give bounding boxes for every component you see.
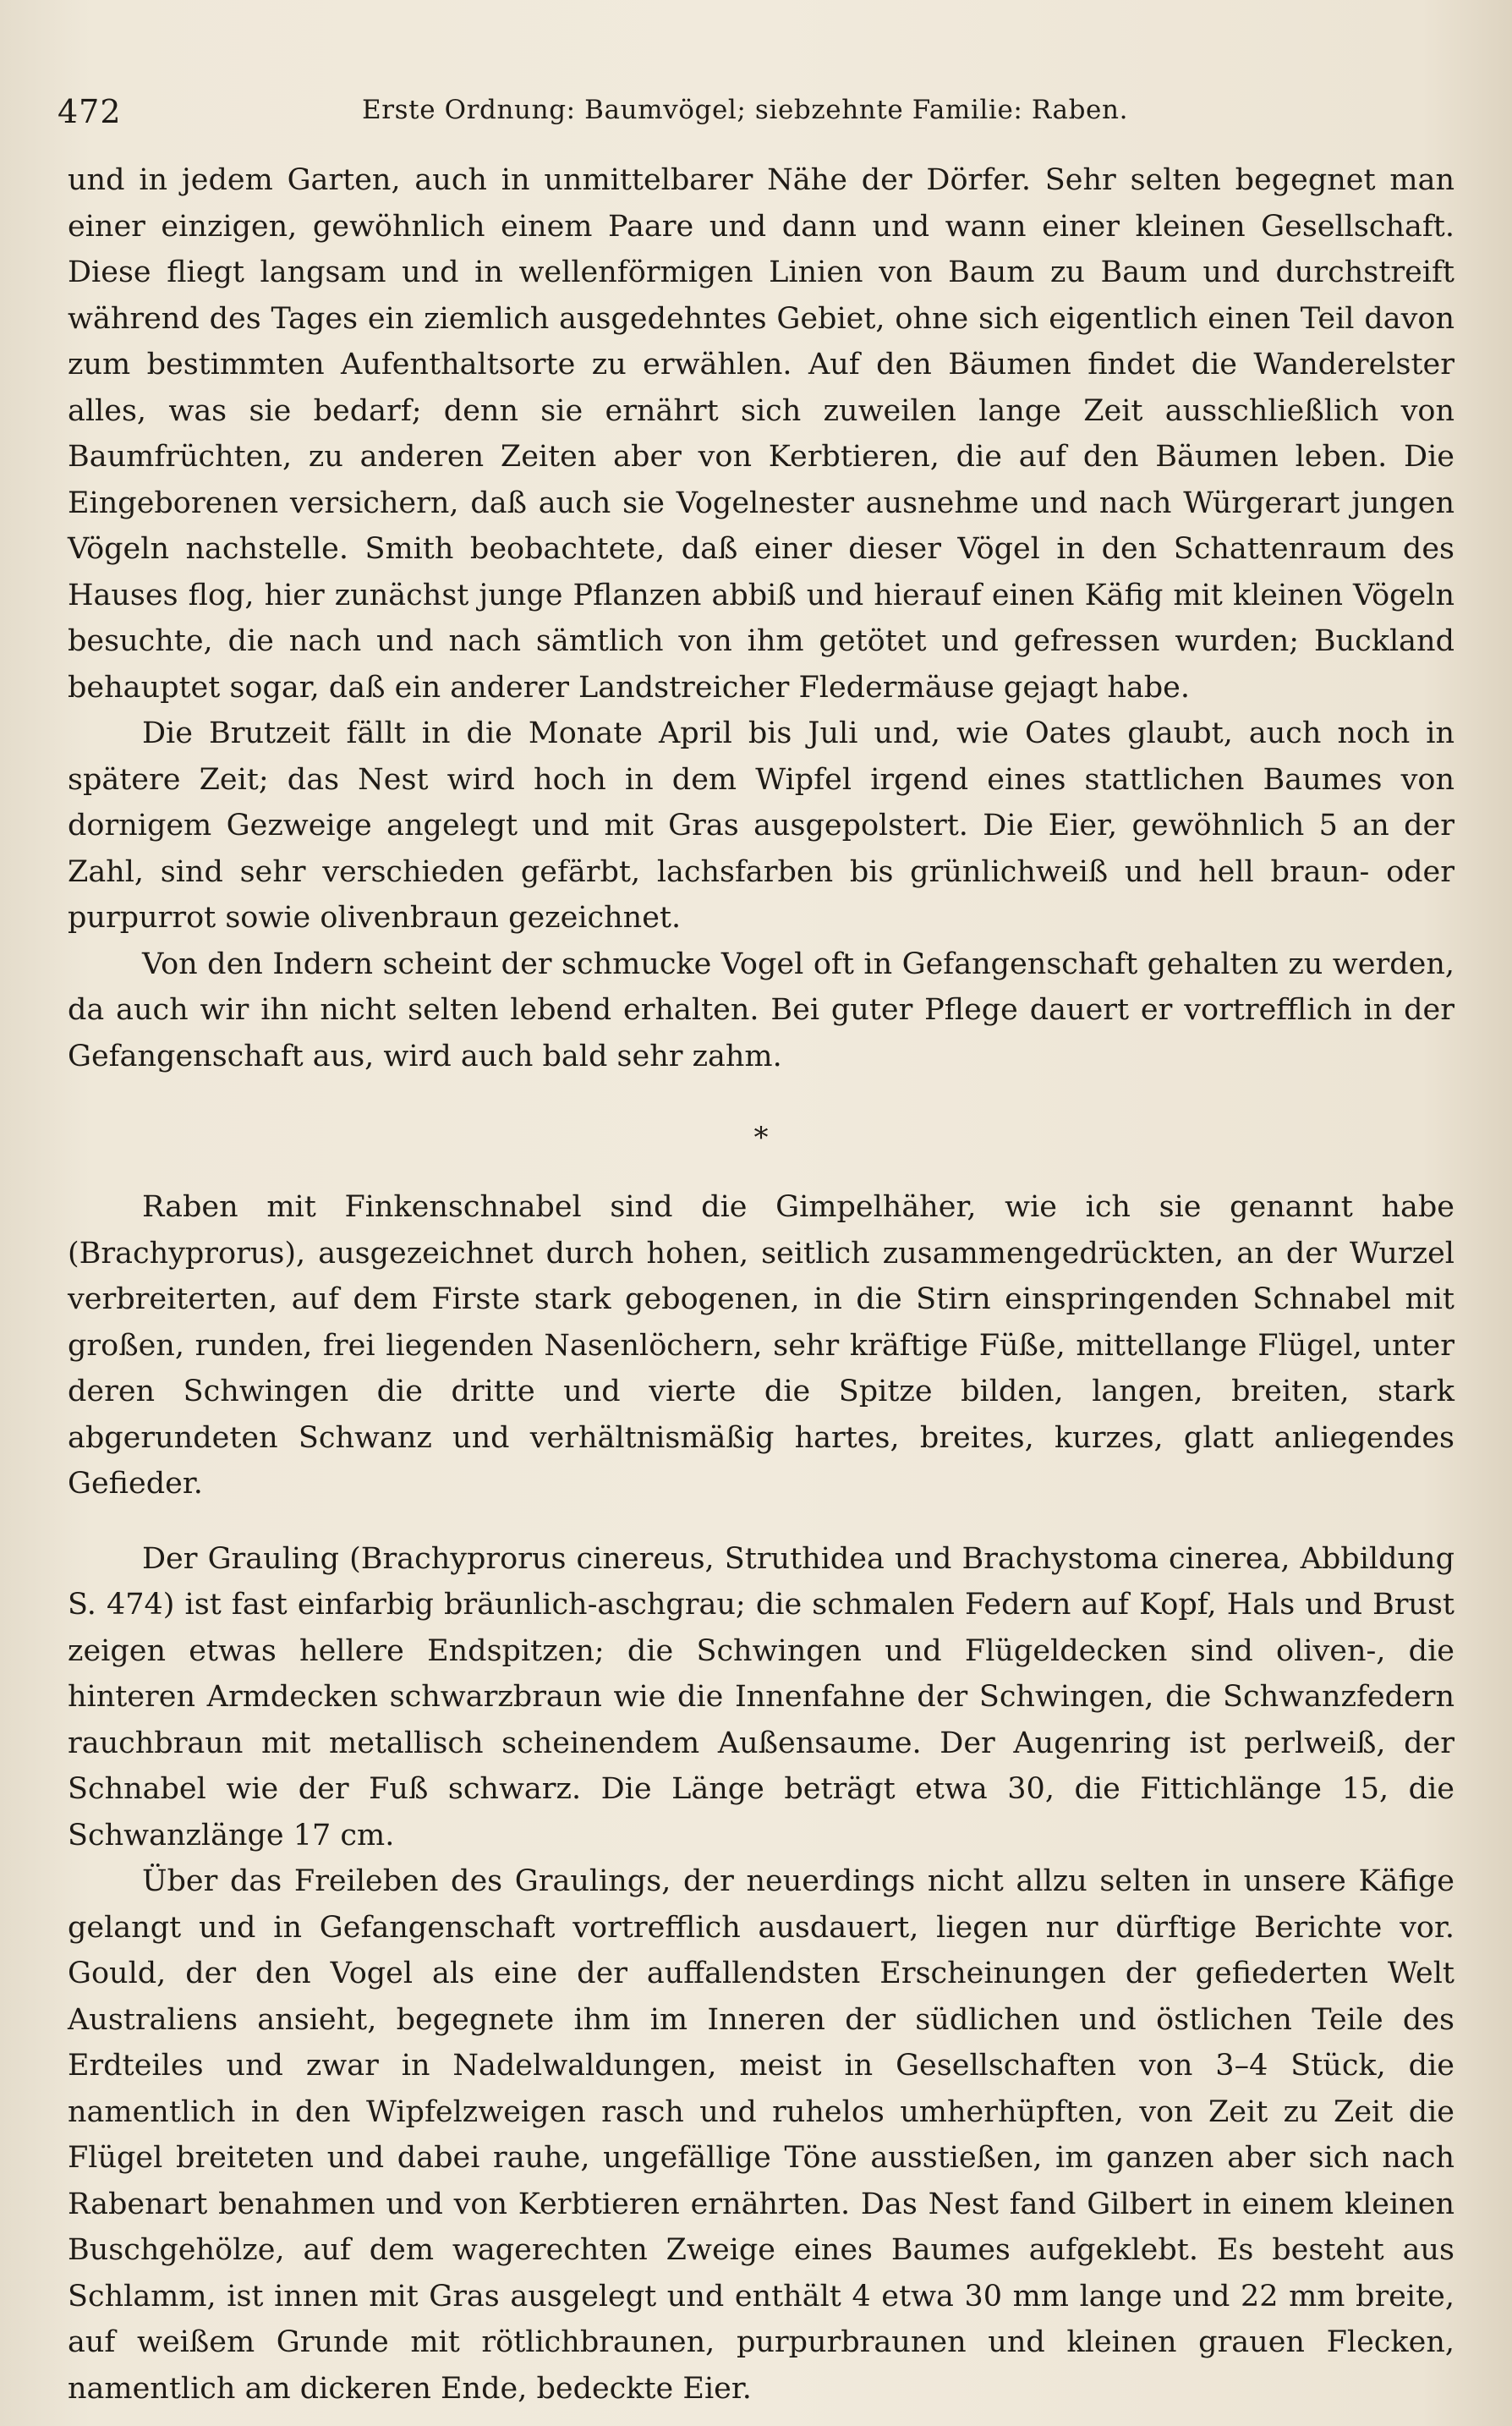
page-number: 472 — [58, 93, 122, 130]
running-head: Erste Ordnung: Baumvögel; siebzehnte Familie: Raben. — [362, 95, 1129, 125]
paragraph-wanderelster-habits: und in jedem Garten, auch in unmittelbarer Nähe der Dörfer. Sehr selten begegnet man einer einzigen, gewöhnlich einem Paare und dann und wann einer kleinen Gesellschaft. Diese fliegt langsam und in wellenförmigen Linien von Baum zu Baum und durchstreift während des Tages ein ziemlich ausgedehntes Gebiet, ohne sich eigentlich einen Teil davon zum bestimmten Aufenthaltsorte zu erwählen. Auf den Bäumen findet die Wanderelster alles, was sie bedarf; denn sie ernährt sich zuweilen lange Zeit ausschließlich von Baumfrüchten, zu anderen Zeiten aber von Kerbtieren, die auf den Bäumen leben. Die Eingeborenen versichern, daß auch sie Vogelnester ausnehme und nach Würgerart jungen Vögeln nachstelle. Smith beobachtete, daß einer dieser Vögel in den Schattenraum des Hauses flog, hier zunächst junge Pflanzen abbiß und hierauf einen Käfig mit kleinen Vögeln besuchte, die nach und nach sämtlich von ihm getötet und gefressen wurden; Buckland behauptet sogar, daß ein anderer Landstreicher Fledermäuse gejagt habe. — [68, 163, 1454, 705]
paragraph-gap — [68, 1507, 1454, 1536]
paragraph-breeding: Die Brutzeit fällt in die Monate April bis Juli und, wie Oates glaubt, auch noch in spätere Zeit; das Nest wird hoch in dem Wipfel irgend eines stattlichen Baumes von dornigem Gezweige angelegt und mit Gras ausgepolstert. Die Eier, gewöhnlich 5 an der Zahl, sind sehr verschieden gefärbt, lachsfarben bis grünlichweiß und hell braun- oder purpurrot sowie olivenbraun gezeichnet. — [68, 716, 1454, 935]
paragraph-grauling-freileben: Über das Freileben des Graulings, der neuerdings nicht allzu selten in unsere Käfige gelangt und in Gefangenschaft vortrefflich ausdauert, liegen nur dürftige Berichte vor. Gould, der den Vogel als eine der auffallendsten Erscheinungen der gefiederten Welt Australiens ansieht, begegnete ihm im Inneren der südlichen und östlichen Teile des Erdteiles und zwar in Nadelwaldungen, meist in Gesellschaften von 3–4 Stück, die namentlich in den Wipfelzweigen rasch und ruhelos umherhüpften, von Zeit zu Zeit die Flügel breiteten und dabei rauhe, ungefällige Töne ausstießen, im ganzen aber sich nach Rabenart benahmen und von Kerbtieren ernährten. Das Nest fand Gilbert in einem kleinen Buschgehölze, auf dem wagerechten Zweige eines Baumes aufgeklebt. Es besteht aus Schlamm, ist innen mit Gras ausgelegt und enthält 4 etwa 30 mm lange und 22 mm breite, auf weißem Grunde mit rötlichbraunen, purpurbraunen und kleinen grauen Flecken, namentlich am dickeren Ende, bedeckte Eier. — [68, 1864, 1454, 2406]
paragraph-captivity: Von den Indern scheint der schmucke Vogel oft in Gefangenschaft gehalten zu werden, da auch wir ihn nicht selten lebend erhalten. Bei guter Pflege dauert er vortrefflich in der Gefangenschaft aus, wird auch bald sehr zahm. — [68, 947, 1454, 1073]
page-header — [58, 88, 1444, 139]
paragraph-grauling-description: Der Grauling (Brachyprorus cinereus, Struthidea und Brachystoma cinerea, Abbildung S. 474) ist fast einfarbig bräunlich-aschgrau; die schmalen Federn auf Kopf, Hals und Brust zeigen etwas hellere Endspitzen; die Schwingen und Flügeldecken sind oliven-, die hinteren Armdecken schwarzbraun wie die Innenfahne der Schwingen, die Schwanzfedern rauchbraun mit metallisch scheinendem Außensaume. Der Augenring ist perlweiß, der Schnabel wie der Fuß schwarz. Die Länge beträgt etwa 30, die Fittichlänge 15, die Schwanzlänge 17 cm. — [68, 1541, 1454, 1852]
body-text — [68, 157, 1454, 2412]
section-separator: * — [753, 1121, 769, 1155]
paragraph-gimpelhaeher: Raben mit Finkenschnabel sind die Gimpelhäher, wie ich sie genannt habe (Brachyprorus), ausgezeichnet durch hohen, seitlich zusammengedrückten, an der Wurzel verbreiterten, auf dem Firste stark gebogenen, in die Stirn einspringenden Schnabel mit großen, runden, frei liegenden Nasenlöchern, sehr kräftige Füße, mittellange Flügel, unter deren Schwingen die dritte und vierte die Spitze bilden, langen, breiten, stark abgerundeten Schwanz und verhältnismäßig hartes, breites, kurzes, glatt anliegendes Gefieder. — [68, 1190, 1454, 1501]
